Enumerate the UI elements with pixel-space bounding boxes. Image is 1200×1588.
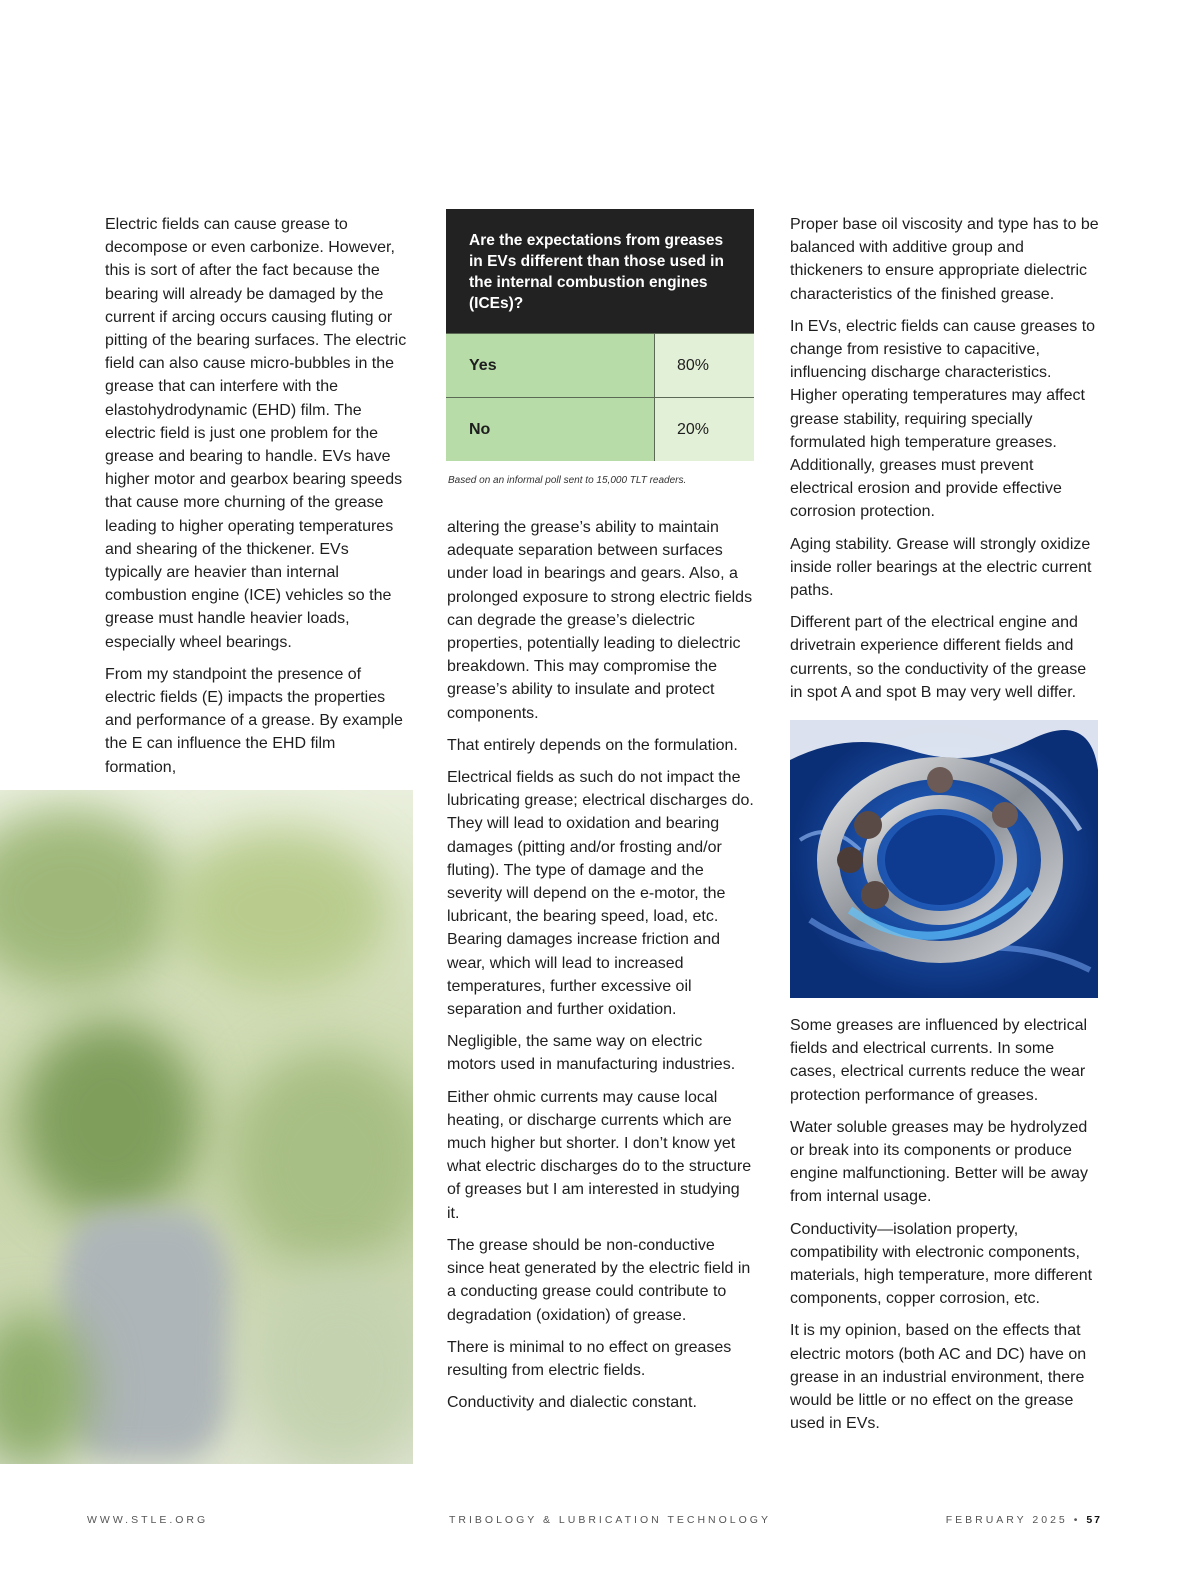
poll-footnote: Based on an informal poll sent to 15,000 TLT readers. (448, 475, 687, 486)
paragraph: Negligible, the same way on electric motors used in manufacturing industries. (447, 1033, 736, 1074)
paragraph: That entirely depends on the formulation. (447, 736, 738, 754)
paragraph: Some greases are influenced by electrical fields and electrical currents. In some cases, electrical currents reduce the wear protection performance of greases. (790, 1017, 1088, 1104)
paragraph: Conductivity—isolation property, compatibility with electronic components, materials, high temperature, more different components, copper corrosion, etc. (790, 1220, 1093, 1308)
paragraph: From my standpoint the presence of electric fields (E) impacts the properties and performance of a grease. By example the E can influence the EHD film formation, (105, 665, 403, 776)
footer-website: WWW.STLE.ORG (87, 1514, 209, 1526)
paragraph: altering the grease’s ability to maintain adequate separation between surfaces under load in bearings and gears. Also, a prolonged exposure to strong electric fields can degrade the grease’s dielectric properties, potentially leading to dielectric breakdown. This may compromise the grease’s ability to insulate and protect components. (447, 519, 753, 722)
poll-row (446, 333, 754, 397)
column-1 (105, 213, 410, 788)
paragraph: Electric fields can cause grease to decompose or even carbonize. However, this is sort of after the fact because the bearing will already be damaged by the current if arcing occurs causing fluting or pitting of the bearing surfaces. The electric field can also cause micro-bubbles in the grease that can interfere with the elastohydrodynamic (EHD) film. The electric field is just one problem for the grease and bearing to handle. EVs have higher motor and gearbox bearing speeds that cause more churning of the grease leading to higher operating temperatures and shearing of the thickener. EVs typically are heavier than internal combustion engine (ICE) vehicles so the grease must handle heavier loads, especially wheel bearings. (105, 216, 407, 651)
paragraph: It is my opinion, based on the effects that electric motors (both AC and DC) have on grease in an industrial environment, there would be little or no effect on the grease used in EVs. (790, 1322, 1087, 1433)
poll-question: Are the expectations from greases in EVs different than those used in the internal combustion engines (ICEs)? (446, 209, 754, 333)
poll-box (446, 209, 754, 486)
blurred-greenery-photo (0, 790, 413, 1464)
paragraph: There is minimal to no effect on greases resulting from electric fields. (447, 1338, 732, 1379)
paragraph: Electrical fields as such do not impact the lubricating grease; electrical discharges do. They will lead to oxidation and bearing damages (pitting and/or frosting and/or fluting). The type of damage and the severity will depend on the e-motor, the lubricant, the bearing speed, load, etc. Bearing damages increase friction and wear, which will lead to increased temperatures, further excessive oil separation and further oxidation. (447, 769, 754, 1019)
footer-date: FEBRUARY 2025 (945, 1514, 1068, 1526)
bearing-in-grease-photo (790, 720, 1098, 998)
paragraph: Water soluble greases may be hydrolyzed or break into its components or produce engine malfunctioning. Better will be away from internal usage. (790, 1118, 1088, 1206)
paragraph: In EVs, electric fields can cause greases to change from resistive to capacitive, influencing discharge characteristics. Higher operating temperatures may affect grease stability, requiring specially formulated high temperature greases. Additionally, greases must prevent electrical erosion and provide effective corrosion protection. (790, 317, 1096, 521)
paragraph: Conductivity and dialectic constant. (447, 1394, 697, 1412)
footer-separator: • (1073, 1514, 1081, 1526)
paragraph: Either ohmic currents may cause local heating, or discharge currents which are much higher but shorter. I don’t know yet what electric discharges do to the structure of greases but I am interested in studying it. (447, 1088, 752, 1222)
poll-answer-label: No (446, 398, 655, 461)
paragraph: Different part of the electrical engine and drivetrain experience different fields and currents, so the conductivity of the grease in spot A and spot B may very well differ. (790, 614, 1087, 701)
footer-publication: TRIBOLOGY & LUBRICATION TECHNOLOGY (449, 1514, 771, 1526)
paragraph: Proper base oil viscosity and type has to be balanced with additive group and thickeners to ensure appropriate dielectric characteristics of the finished grease. (790, 216, 1099, 303)
paragraph: Aging stability. Grease will strongly oxidize inside roller bearings at the electric current paths. (790, 535, 1092, 600)
column-3-continued (790, 1014, 1100, 1444)
poll-answer-value: 20% (655, 398, 754, 461)
poll-row (446, 397, 754, 461)
paragraph: The grease should be non-conductive since heat generated by the electric field in a conducting grease could contribute to degradation (oxidation) of grease. (447, 1236, 751, 1324)
column-3 (790, 213, 1100, 713)
footer-date-page (946, 1514, 1102, 1526)
poll-answer-value: 80% (655, 334, 754, 397)
column-2 (447, 516, 755, 1423)
bearing-illustration (790, 720, 1098, 998)
poll-answer-label: Yes (446, 334, 655, 397)
page-number: 57 (1086, 1514, 1102, 1526)
